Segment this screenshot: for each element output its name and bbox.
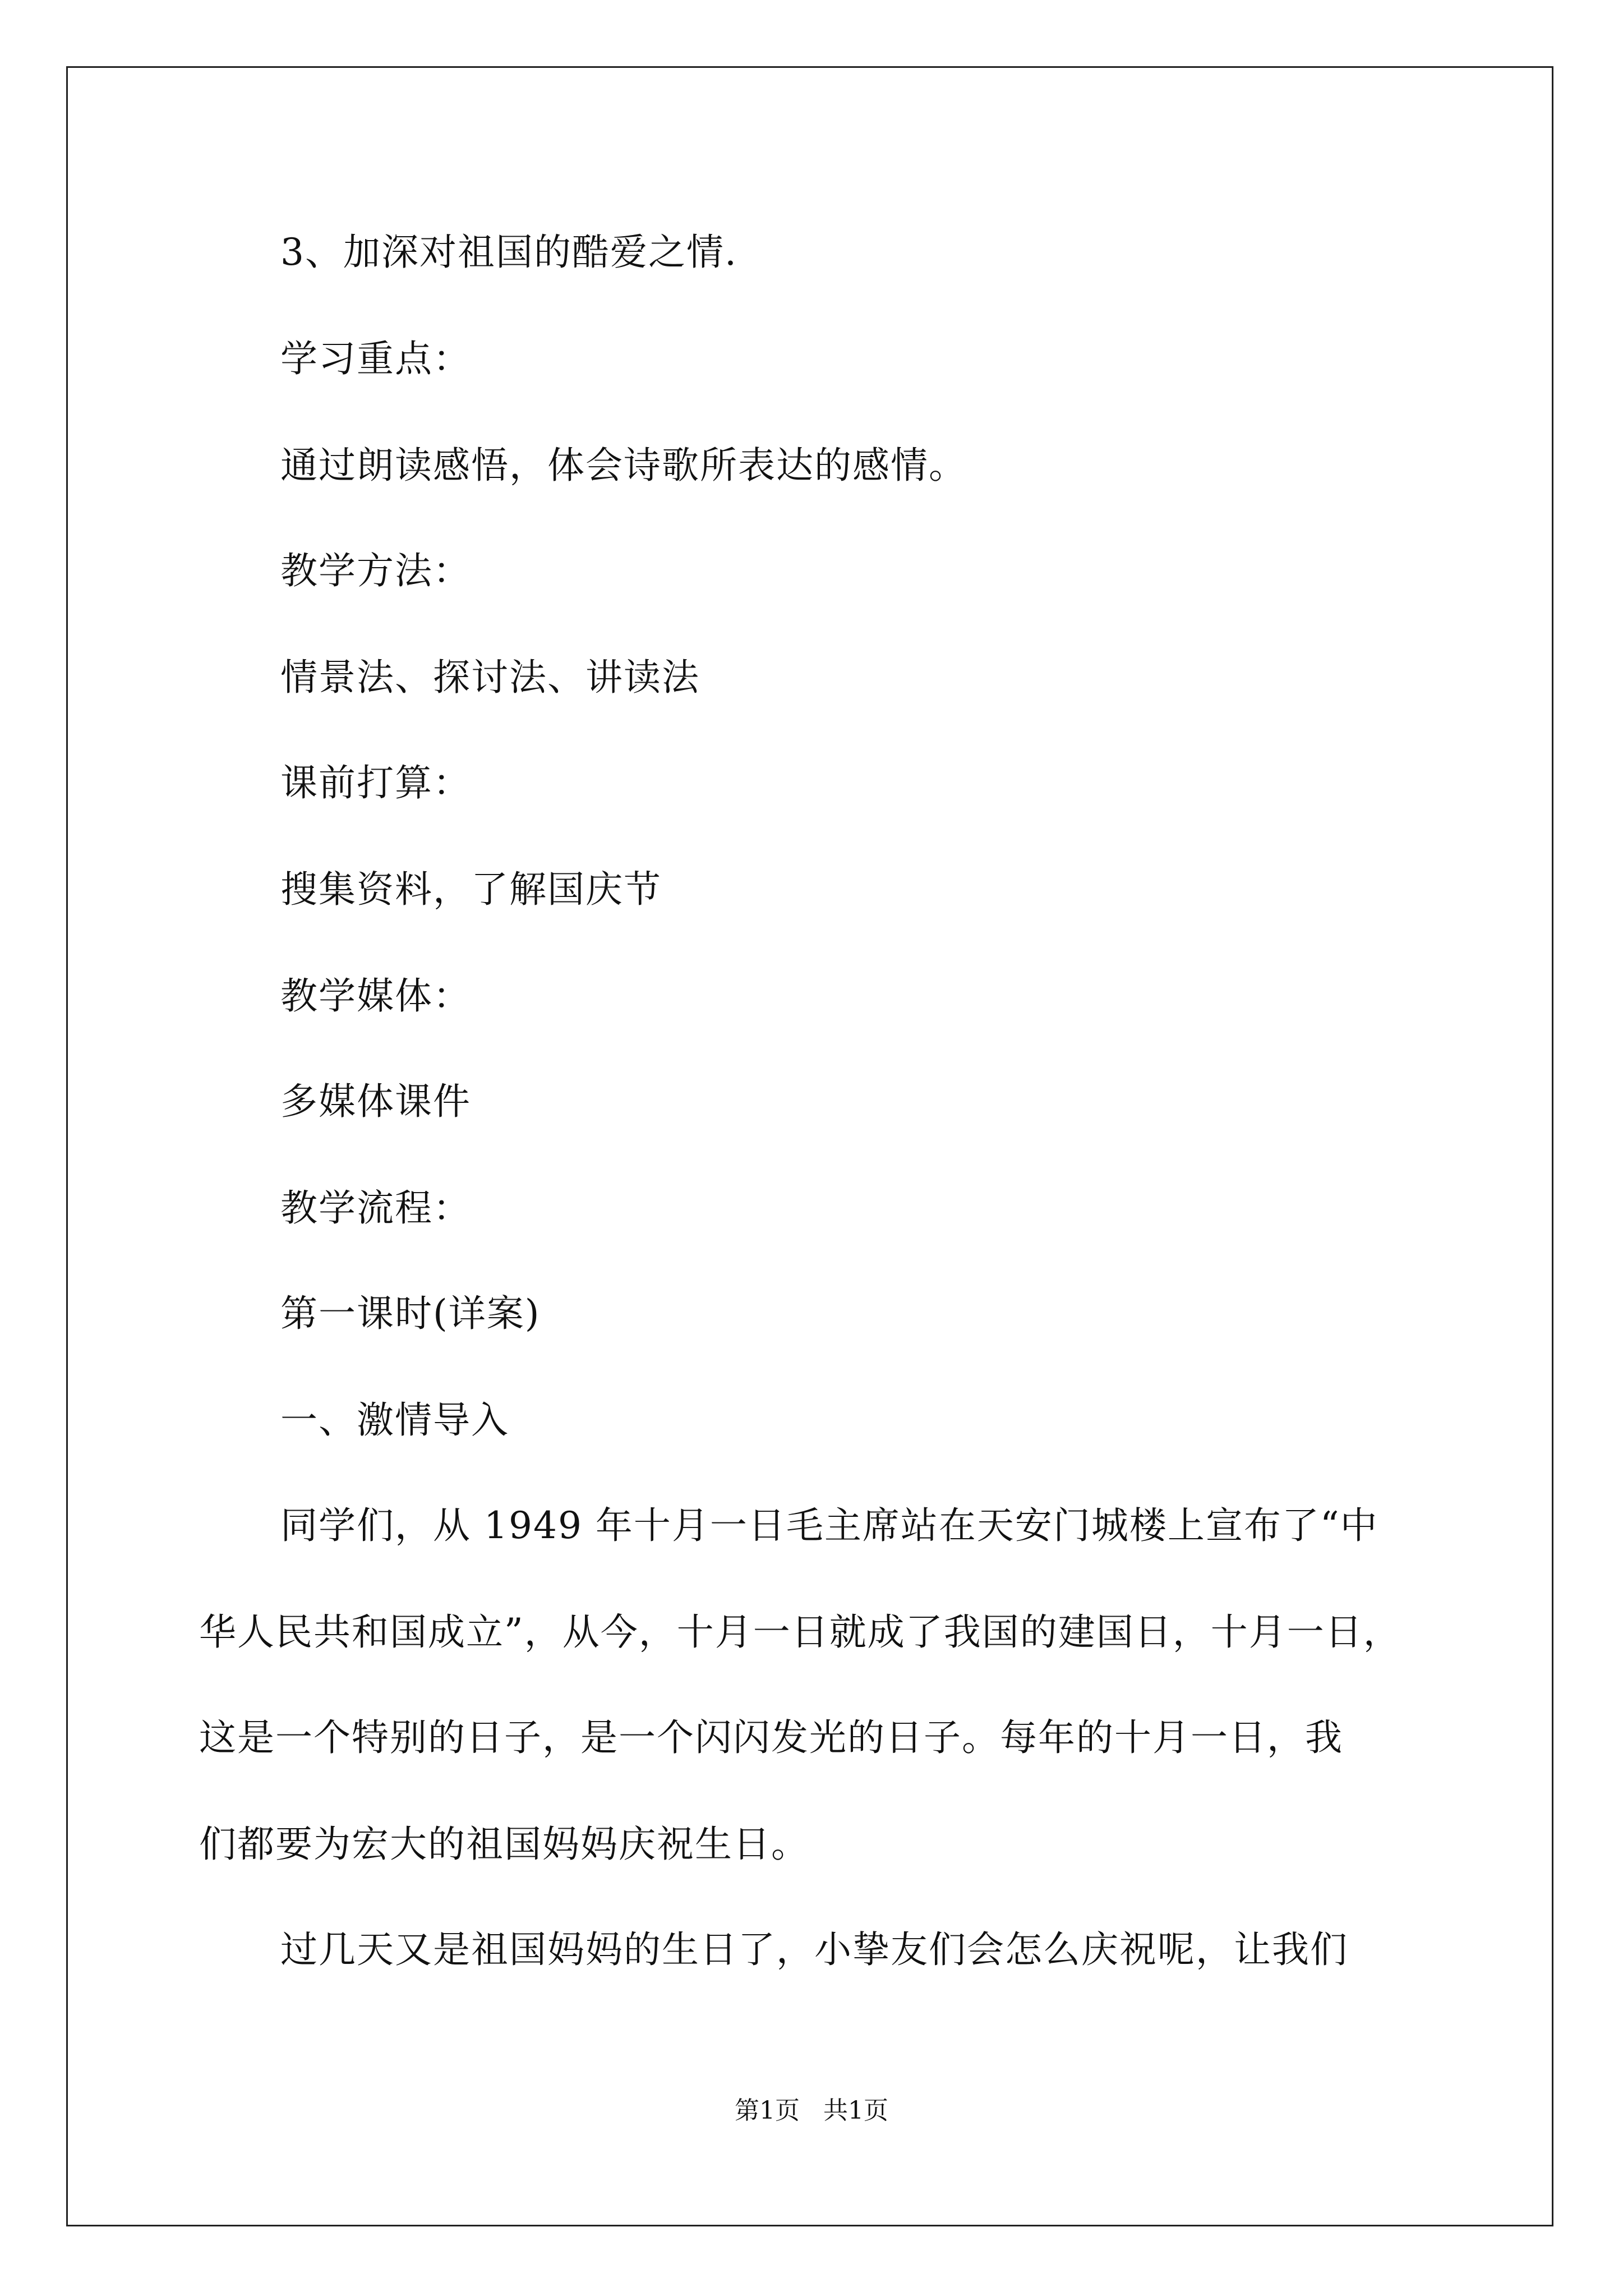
paragraph-line: 华人民共和国成立”，从今，十月一日就成了我国的建国日，十月一日，: [199, 1611, 1401, 1654]
lesson-title: 第一课时(详案): [280, 1292, 541, 1335]
heading-teaching-methods: 教学方法：: [280, 549, 471, 592]
page-footer: 第1页 共1页: [735, 2096, 888, 2125]
paragraph-line: 们都要为宏大的祖国妈妈庆祝生日。: [199, 1823, 809, 1866]
heading-media: 教学媒体：: [280, 974, 471, 1018]
heading-flow: 教学流程：: [280, 1186, 471, 1230]
paragraph-line: 同学们，从 1949 年十月一日毛主席站在天安门城楼上宣布了“中: [280, 1504, 1378, 1547]
paragraph-line: 这是一个特别的日子，是一个闪闪发光的日子。每年的十月一日，我: [199, 1716, 1343, 1759]
section-intro: 一、激情导入: [280, 1398, 509, 1442]
key-points-text: 通过朗读感悟，体会诗歌所表达的感情。: [280, 444, 967, 487]
media-text: 多媒体课件: [280, 1080, 471, 1123]
teaching-methods-text: 情景法、探讨法、讲读法: [280, 656, 700, 699]
page-border: [66, 66, 1553, 2226]
pre-class-text: 搜集资料，了解国庆节: [280, 868, 662, 911]
paragraph-line: 过几天又是祖国妈妈的生日了，小挚友们会怎么庆祝呢，让我们: [280, 1928, 1348, 1971]
heading-key-points: 学习重点：: [280, 337, 471, 380]
heading-pre-class: 课前打算：: [280, 761, 471, 804]
objective-3: 3、加深对祖国的酷爱之情.: [280, 231, 737, 274]
